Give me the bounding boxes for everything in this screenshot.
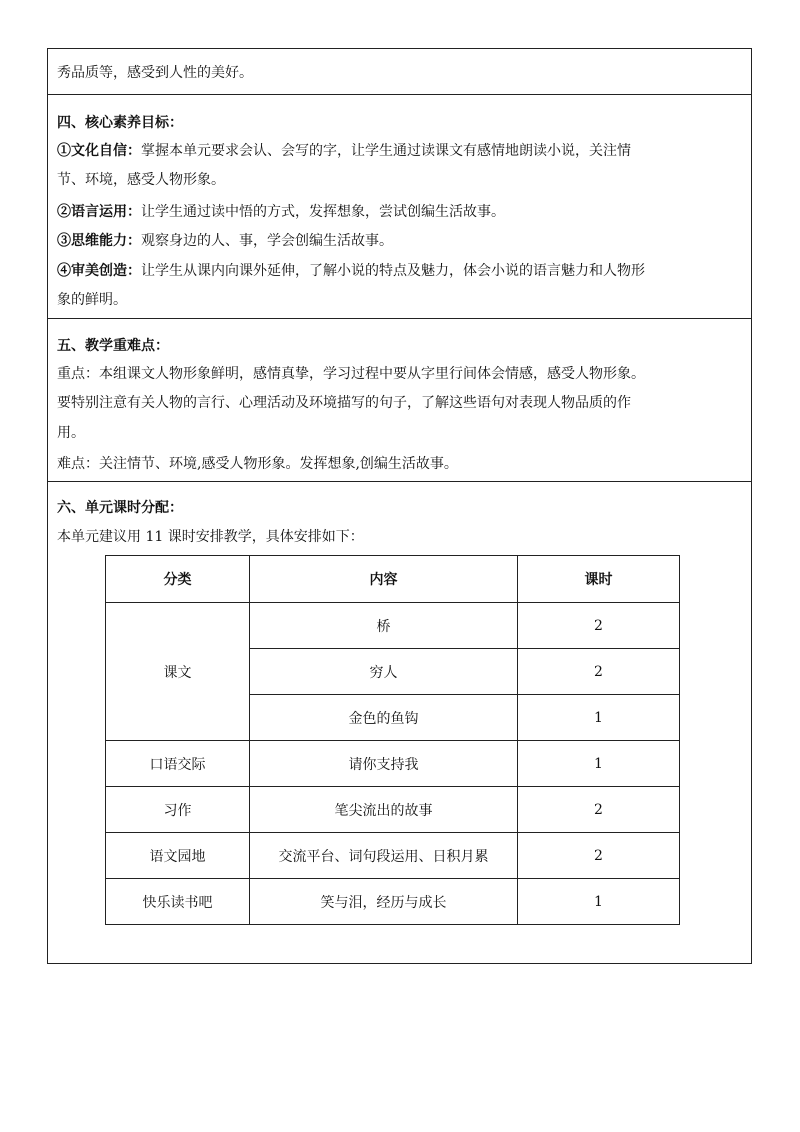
header-category: 分类	[106, 556, 250, 603]
table-row	[106, 787, 680, 833]
goal-text: 掌握本单元要求会认、会写的字，让学生通过读课文有感情地朗读小说，关注情	[141, 143, 631, 159]
category-cell: 口语交际	[106, 741, 250, 787]
divider	[48, 318, 751, 319]
category-cell: 快乐读书吧	[106, 879, 250, 925]
header-hours: 课时	[518, 556, 680, 603]
category-cell: 语文园地	[106, 833, 250, 879]
schedule-table	[105, 555, 680, 925]
schedule-intro: 本单元建议用 11 课时安排教学，具体安排如下：	[57, 529, 364, 545]
goal-thinking	[57, 231, 393, 251]
content-cell: 金色的鱼钩	[250, 695, 518, 741]
keypoint-line: 用。	[57, 425, 85, 441]
content-cell: 请你支持我	[250, 741, 518, 787]
continuation-text: 秀品质等，感受到人性的美好。	[57, 65, 253, 81]
difficulty-line: 难点：关注情节、环境,感受人物形象。发挥想象,创编生活故事。	[57, 456, 458, 472]
goal-label: ④审美创造：	[57, 263, 141, 279]
goal-culture-cont: 节、环境，感受人物形象。	[57, 172, 225, 188]
plan-frame	[47, 48, 752, 964]
goal-text: 让学生从课内向课外延伸，了解小说的特点及魅力，体会小说的语言魅力和人物形	[141, 263, 645, 279]
section5-heading: 五、教学重难点：	[57, 338, 169, 354]
hours-cell: 2	[518, 603, 680, 649]
table-header-row	[106, 556, 680, 603]
hours-cell: 1	[518, 879, 680, 925]
divider	[48, 481, 751, 482]
hours-cell: 2	[518, 649, 680, 695]
goal-language	[57, 202, 505, 222]
table-row	[106, 833, 680, 879]
hours-cell: 1	[518, 741, 680, 787]
category-cell: 习作	[106, 787, 250, 833]
goal-label: ③思维能力：	[57, 233, 141, 249]
hours-cell: 2	[518, 787, 680, 833]
content-cell: 交流平台、词句段运用、日积月累	[250, 833, 518, 879]
table-row	[106, 741, 680, 787]
goal-label: ②语言运用：	[57, 204, 141, 220]
goal-culture	[57, 141, 631, 161]
goal-aesthetic	[57, 261, 645, 281]
goal-aesthetic-cont: 象的鲜明。	[57, 292, 127, 308]
section4-heading: 四、核心素养目标：	[57, 115, 183, 131]
hours-cell: 1	[518, 695, 680, 741]
table-row	[106, 603, 680, 649]
keypoint-line: 要特别注意有关人物的言行、心理活动及环境描写的句子，了解这些语句对表现人物品质的作	[57, 395, 631, 411]
goal-text: 让学生通过读中悟的方式，发挥想象，尝试创编生活故事。	[141, 204, 505, 220]
table-row	[106, 879, 680, 925]
content-cell: 桥	[250, 603, 518, 649]
goal-text: 观察身边的人、事，学会创编生活故事。	[141, 233, 393, 249]
hours-cell: 2	[518, 833, 680, 879]
content-cell: 穷人	[250, 649, 518, 695]
section6-heading: 六、单元课时分配：	[57, 500, 183, 516]
content-cell: 笔尖流出的故事	[250, 787, 518, 833]
keypoint-line: 重点：本组课文人物形象鲜明，感情真挚，学习过程中要从字里行间体会情感，感受人物形象。	[57, 366, 645, 382]
category-cell: 课文	[106, 603, 250, 741]
divider	[48, 94, 751, 95]
goal-label: ①文化自信：	[57, 143, 141, 159]
header-content: 内容	[250, 556, 518, 603]
content-cell: 笑与泪，经历与成长	[250, 879, 518, 925]
